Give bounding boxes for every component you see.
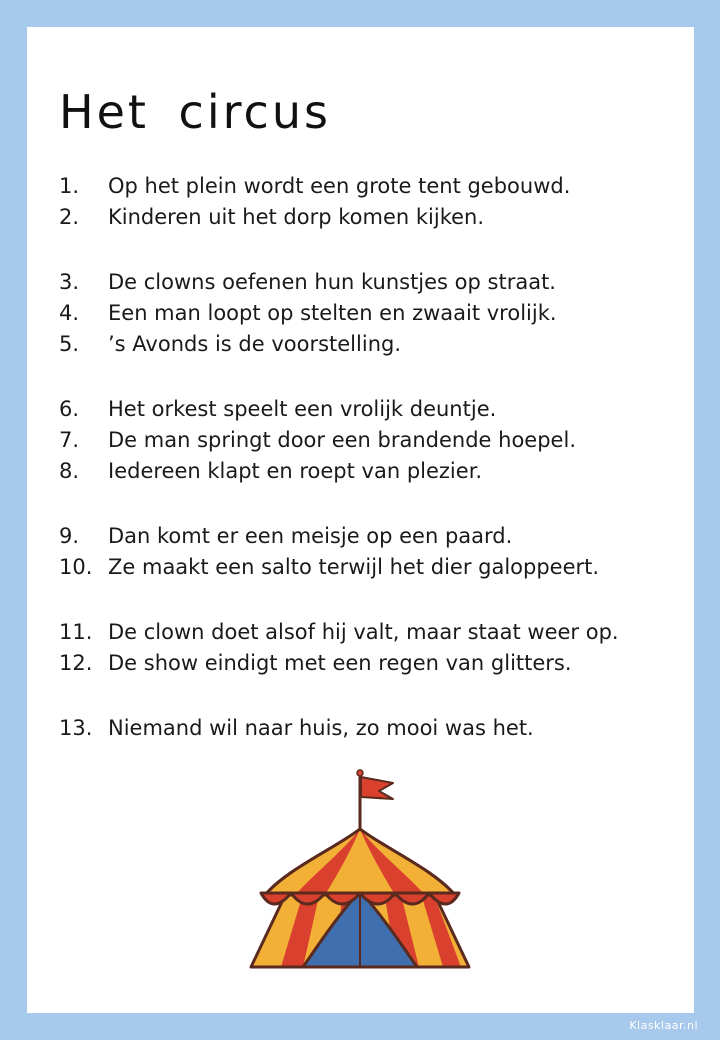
circus-tent-icon	[247, 769, 473, 979]
item-number: 13.	[59, 716, 93, 740]
page-title: Het circus	[59, 85, 331, 139]
item-number: 3.	[59, 270, 80, 294]
item-text: Het orkest speelt een vrolijk deuntje.	[108, 397, 497, 421]
item-number: 8.	[59, 459, 80, 483]
site-watermark: Klasklaar.nl	[629, 1019, 698, 1032]
item-text: De man springt door een brandende hoepel.	[108, 428, 576, 452]
item-text: Iedereen klapt en roept van plezier.	[108, 459, 483, 483]
item-number: 5.	[59, 332, 80, 356]
item-number: 4.	[59, 301, 80, 325]
item-text: ’s Avonds is de voorstelling.	[108, 332, 402, 356]
item-text: De clowns oefenen hun kunstjes op straat.	[108, 270, 556, 294]
list-item	[59, 268, 556, 296]
item-text: Niemand wil naar huis, zo mooi was het.	[108, 716, 534, 740]
list-item	[59, 172, 570, 200]
item-text: Kinderen uit het dorp komen kijken.	[108, 205, 485, 229]
item-text: Op het plein wordt een grote tent gebouwd.	[108, 174, 571, 198]
item-number: 10.	[59, 555, 93, 579]
item-number: 7.	[59, 428, 80, 452]
item-number: 2.	[59, 205, 80, 229]
item-number: 9.	[59, 524, 80, 548]
worksheet	[27, 27, 694, 1013]
item-number: 12.	[59, 651, 93, 675]
list-item	[59, 426, 576, 454]
list-item	[59, 553, 599, 581]
list-item	[59, 330, 401, 358]
item-number: 11.	[59, 620, 93, 644]
list-item	[59, 522, 512, 550]
list-item	[59, 649, 572, 677]
list-item	[59, 618, 619, 646]
item-text: Een man loopt op stelten en zwaait vrolijk.	[108, 301, 557, 325]
list-item	[59, 714, 534, 742]
item-text: Dan komt er een meisje op een paard.	[108, 524, 513, 548]
item-text: De show eindigt met een regen van glitters.	[108, 651, 572, 675]
item-number: 6.	[59, 397, 80, 421]
item-number: 1.	[59, 174, 80, 198]
item-text: Ze maakt een salto terwijl het dier galoppeert.	[108, 555, 600, 579]
list-item	[59, 457, 482, 485]
list-item	[59, 203, 484, 231]
item-text: De clown doet alsof hij valt, maar staat weer op.	[108, 620, 619, 644]
list-item	[59, 395, 496, 423]
list-item	[59, 299, 557, 327]
